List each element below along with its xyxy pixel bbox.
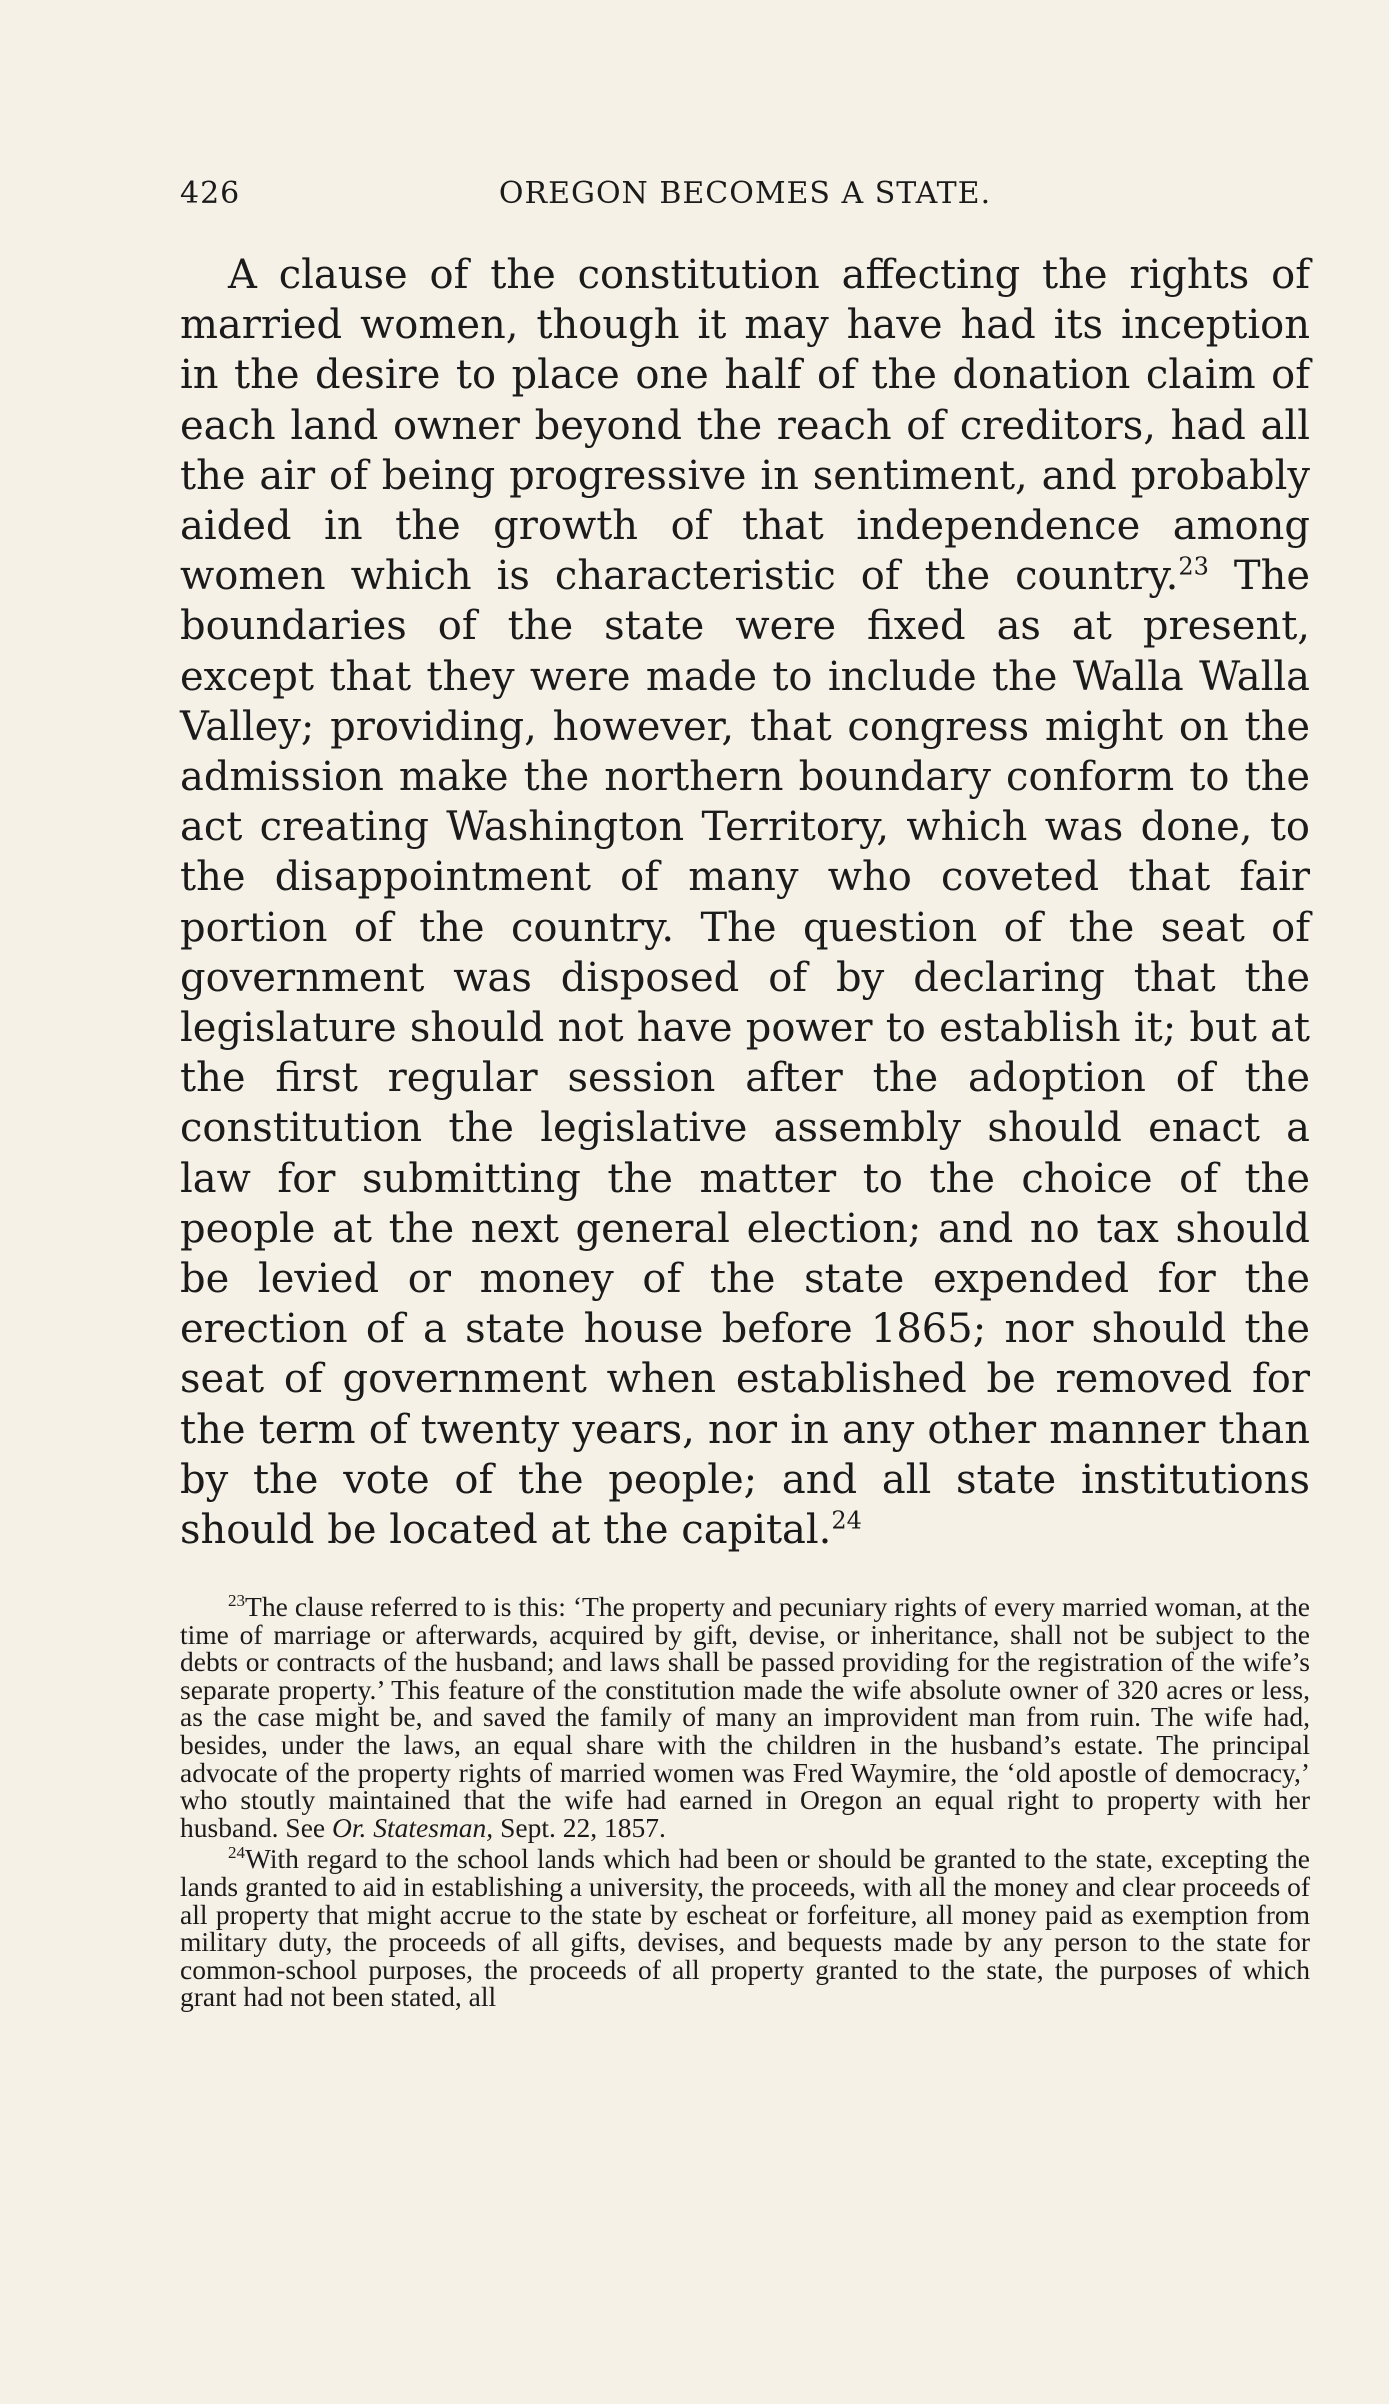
running-title: OREGON BECOMES A STATE. <box>498 176 992 211</box>
footnote-23-mark: 23 <box>228 1590 246 1610</box>
footnote-24 <box>180 1845 1310 2011</box>
footnotes <box>180 1590 1310 2015</box>
footnote-ref-23: 23 <box>1178 552 1209 581</box>
body-text-part1: A clause of the constitution affecting the rights of married women, though it may have had its inception in the desire to place one half of the donation claim of each land owner beyond the reach of creditors, had all the air of being progressive in sentiment, and probably aided in the growth of that independence among women which is characteristic of the country. <box>180 252 1310 600</box>
footnote-23 <box>180 1590 1310 1843</box>
footnote-ref-24: 24 <box>831 1506 862 1535</box>
running-header <box>180 172 1310 220</box>
body-paragraph <box>180 250 1310 1555</box>
page-number: 426 <box>180 176 241 211</box>
footnote-23-date: Sept. 22, 1857. <box>493 1811 666 1843</box>
footnote-23-citation: Or. Statesman, <box>332 1811 494 1843</box>
footnote-24-text: With regard to the school lands which had been or should be granted to the state, excepting the lands granted to aid in establishing a university, the proceeds, with all the money and clear proceeds of all property that might accrue to the state by escheat or forfeiture, all money paid as exemption from military duty, the proceeds of all gifts, devises, and bequests made by any person to the state for common-school purposes, the proceeds of all property granted to the state, the purposes of which grant had not been stated, all <box>180 1843 1310 2013</box>
body-text-part2: The boundaries of the state were fixed as at present, except that they were made to include the Walla Walla Valley; providing, however, that congress might on the admission make the northern boundary conform to the act creating Washington Territory, which was done, to the disappointment of many who coveted that fair portion of the country. The question of the seat of government was disposed of by declaring that the legislature should not have power to establish it; but at the first regular session after the adoption of the constitution the legislative assembly should enact a law for submitting the matter to the choice of the people at the next general election; and no tax should be levied or money of the state expended for the erection of a state house before 1865; nor should the seat of government when established be removed for the term of twenty years, nor in any other manner than by the vote of the people; and all state institutions should be located at the capital. <box>180 553 1311 1554</box>
footnote-24-mark: 24 <box>228 1843 246 1863</box>
footnote-23-text: The clause referred to is this: ‘The property and pecuniary rights of every married woman, at the time of marriage or afterwards, acquired by gift, devise, or inheritance, shall not be subject to the debts or contracts of the husband; and laws shall be passed providing for the registration of the wife’s separate property.’ This feature of the constitution made the wife absolute owner of 320 acres or less, as the case might be, and saved the family of many an improvident man from ruin. The wife had, besides, under the laws, an equal share with the children in the husband’s estate. The principal advocate of the property rights of married women was Fred Waymire, the ‘old apostle of democracy,’ who stoutly maintained that the wife had earned in Oregon an equal right to property with her husband. See <box>180 1591 1310 1843</box>
